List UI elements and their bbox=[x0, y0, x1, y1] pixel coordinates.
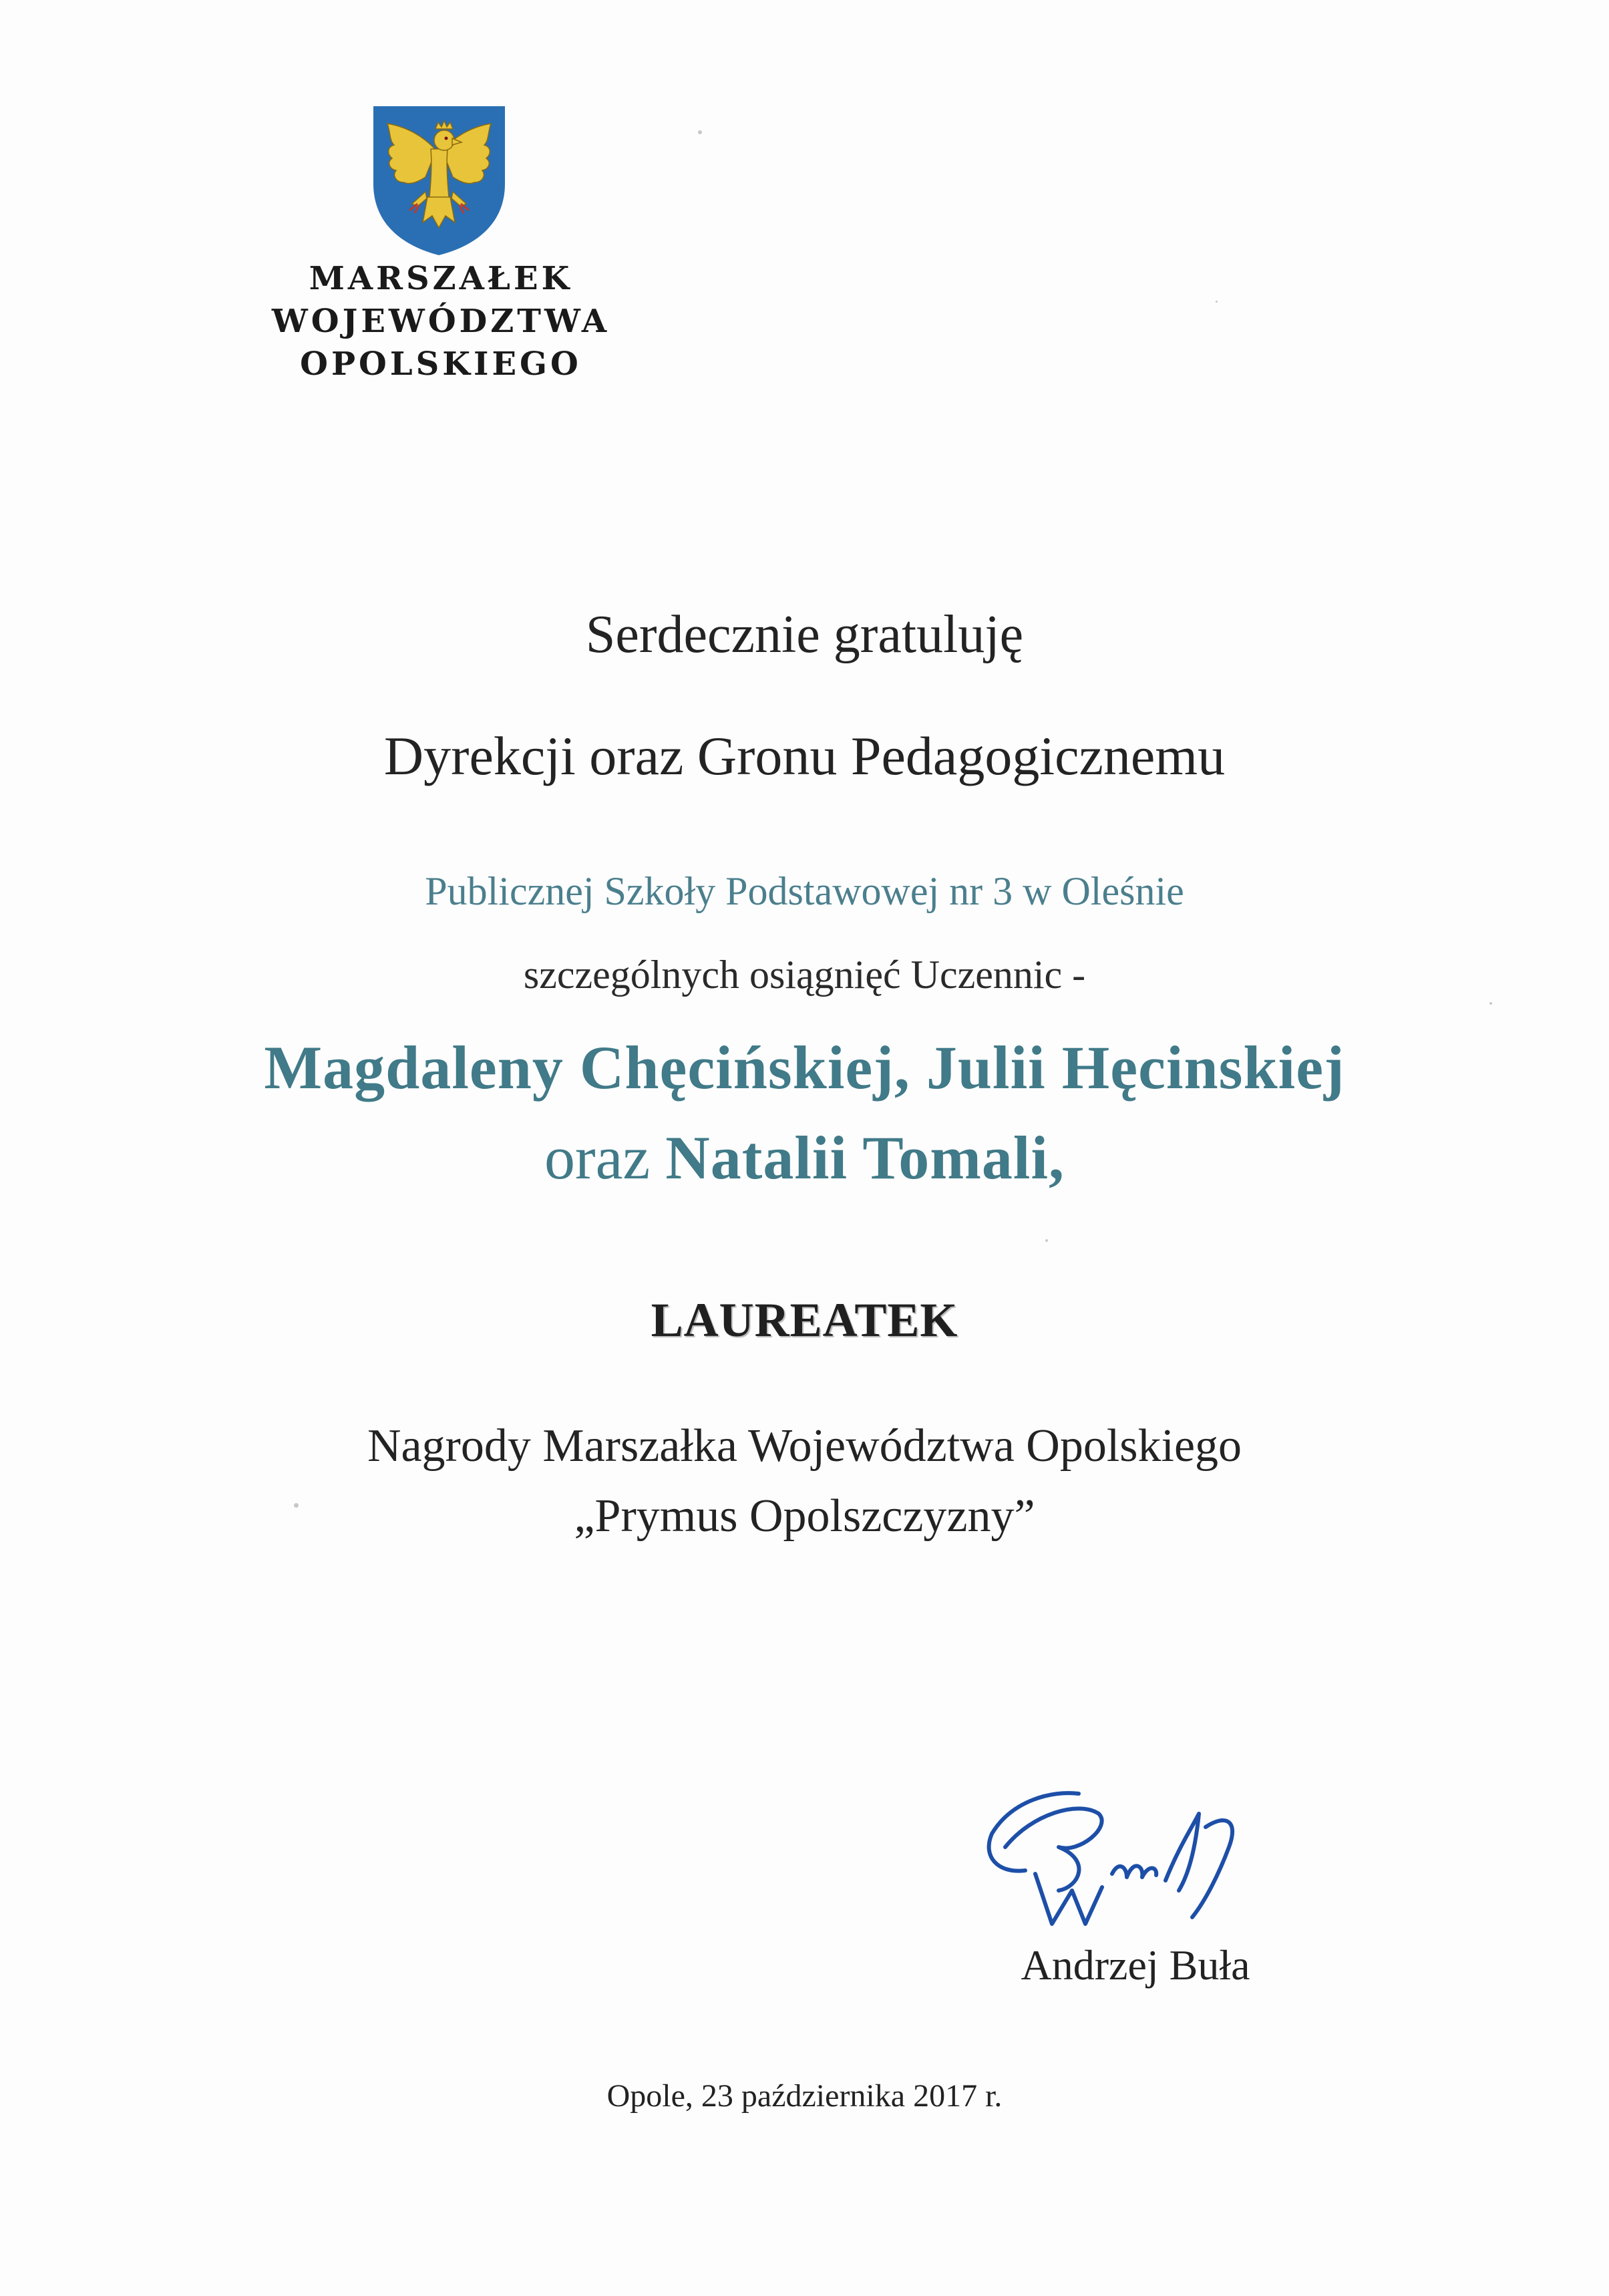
handwritten-signature bbox=[978, 1774, 1259, 1947]
issuing-office-title bbox=[200, 257, 681, 385]
issue-date: Opole, 23 października 2017 r. bbox=[606, 2078, 1003, 2114]
office-title-line-1: MARSZAŁEK bbox=[309, 260, 573, 297]
recipients-text: Dyrekcji oraz Gronu Pedagogicznemu bbox=[383, 725, 1226, 786]
office-title-line-3: OPOLSKIEGO bbox=[300, 345, 582, 383]
student-name-third: Natalii Tomali, bbox=[665, 1124, 1065, 1192]
greeting-text: Serdecznie gratuluję bbox=[585, 605, 1024, 664]
student-names-line-1: Magdaleny Chęcińskiej, Julii Hęcinskiej bbox=[264, 1033, 1345, 1102]
achievement-text: szczególnych osiągnięć Uczennic - bbox=[523, 953, 1086, 997]
scan-speck bbox=[1045, 1239, 1048, 1242]
award-name: Nagrody Marszałka Województwa Opolskiego bbox=[367, 1420, 1242, 1472]
school-name: Publicznej Szkoły Podstawowej nr 3 w Oleśnie bbox=[425, 869, 1184, 913]
coat-of-arms-icon bbox=[371, 104, 508, 257]
scan-speck bbox=[1216, 301, 1218, 303]
award-title: „Prymus Opolszczyzny” bbox=[574, 1490, 1035, 1542]
student-names-line-2 bbox=[0, 1122, 1609, 1193]
names-conjunction: oraz bbox=[544, 1124, 651, 1192]
signer-name: Andrzej Buła bbox=[1021, 1941, 1250, 1989]
scan-speck bbox=[698, 130, 702, 134]
office-title-line-2: WOJEWÓDZTWA bbox=[271, 303, 610, 340]
laureates-heading: LAUREATEK bbox=[651, 1293, 958, 1347]
scan-speck bbox=[1489, 1002, 1492, 1005]
scan-speck bbox=[294, 1503, 299, 1508]
